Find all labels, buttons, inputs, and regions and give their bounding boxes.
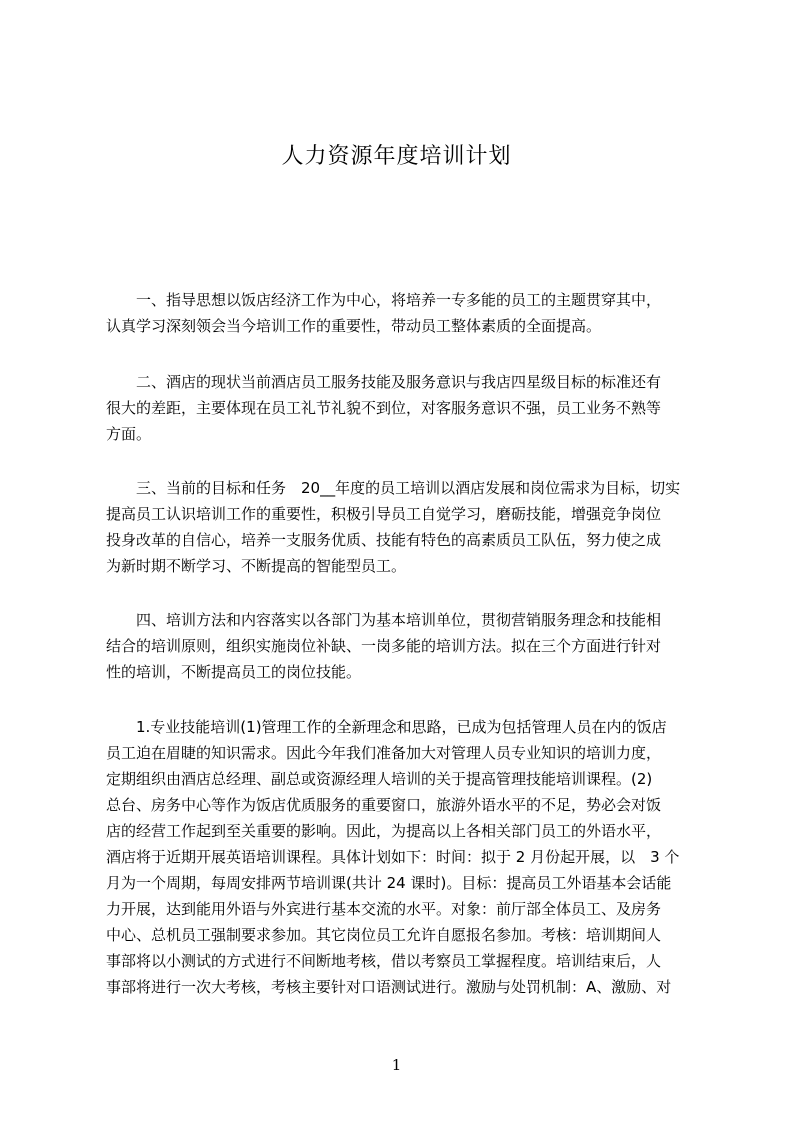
text-line: 1.专业技能培训(1)管理工作的全新理念和思路，已成为包括管理人员在内的饭店 [106,718,667,736]
text-line: 很大的差距，主要体现在员工礼节礼貌不到位，对客服务意识不强，员工业务不熟等 [106,399,662,417]
text-line: 一、指导思想以饭店经济工作为中心，将培养一专多能的员工的主题贯穿其中， [106,291,662,309]
text-line: 提高员工认识培训工作的重要性，积极引导员工自觉学习，磨砺技能，增强竞争岗位 [106,505,662,523]
text-line: 性的培训，不断提高员工的岗位技能。 [106,663,362,681]
paragraph-guiding-ideology [106,287,706,339]
paragraph-current-status [106,369,706,447]
page-number: 1 [391,1056,402,1074]
text-line: 月为一个周期，每周安排两节培训课(共计 24 课时)。目标：提高员工外语基本会话能 [106,874,672,892]
paragraph-goals-and-tasks [106,475,706,579]
text-line: 店的经营工作起到至关重要的影响。因此，为提高以上各相关部门员工的外语水平， [106,822,662,840]
text-line: 为新时期不断学习、不断提高的智能型员工。 [106,557,407,575]
text-line: 事部将进行一次大考核，考核主要针对口语测试进行。激励与处罚机制：A、激励、对 [106,978,672,996]
text-line: 结合的培训原则，组织实施岗位补缺、一岗多能的培训方法。拟在三个方面进行针对 [106,637,662,655]
text-line: 投身改革的自信心，培养一支服务优质、技能有特色的高素质员工队伍，努力使之成 [106,531,662,549]
text-line: 四、培训方法和内容落实以各部门为基本培训单位，贯彻营销服务理念和技能相 [106,611,662,629]
text-line: 认真学习深刻领会当今培训工作的重要性，带动员工整体素质的全面提高。 [106,317,602,335]
text-line: 酒店将于近期开展英语培训课程。具体计划如下：时间：拟于 2 月份起开展，以 3 个 [106,848,680,866]
text-line: 定期组织由酒店总经理、副总或资源经理人培训的关于提高管理技能培训课程。(2) [106,770,653,788]
text-line: 事部将以小测试的方式进行不间断地考核，借以考察员工掌握程度。培训结束后，人 [106,952,662,970]
text-line: 二、酒店的现状当前酒店员工服务技能及服务意识与我店四星级目标的标准还有 [106,373,662,391]
text-line: 三、当前的目标和任务 20__年度的员工培训以酒店发展和岗位需求为目标，切实 [106,479,681,497]
document-title: 人力资源年度培训计划 [281,144,512,169]
text-line: 中心、总机员工强制要求参加。其它岗位员工允许自愿报名参加。考核：培训期间人 [106,926,662,944]
text-line: 员工迫在眉睫的知识需求。因此今年我们准备加大对管理人员专业知识的培训力度， [106,744,662,762]
paragraph-training-methods [106,607,706,685]
text-line: 方面。 [106,425,152,443]
text-line: 力开展，达到能用外语与外宾进行基本交流的水平。对象：前厅部全体员工、及房务 [106,900,662,918]
text-line: 总台、房务中心等作为饭店优质服务的重要窗口，旅游外语水平的不足，势必会对饭 [106,796,662,814]
paragraph-professional-skills-training [106,714,706,1000]
